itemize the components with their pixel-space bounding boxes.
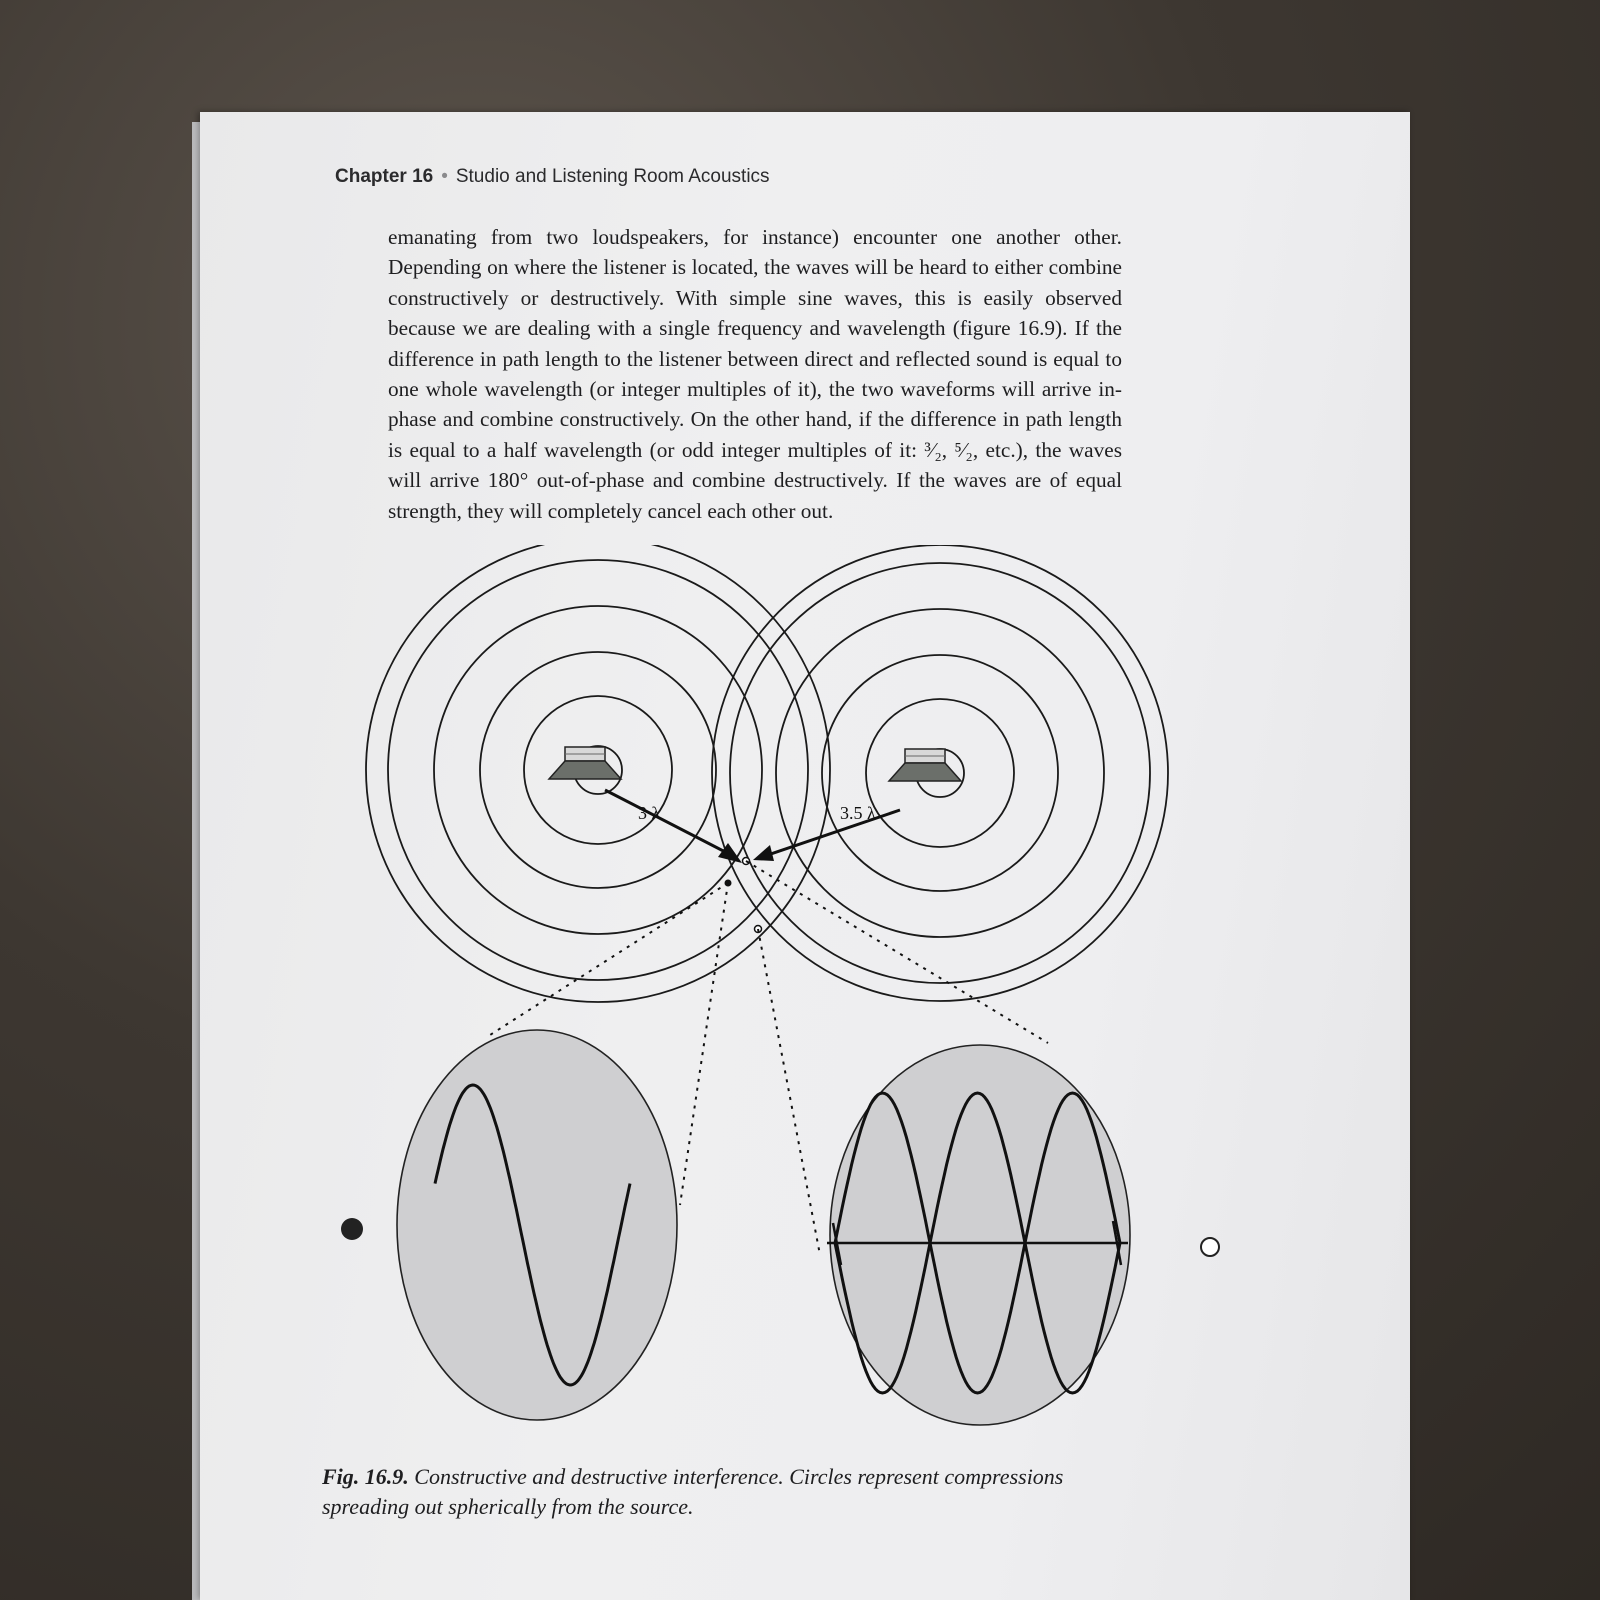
left-path-label: 3 λ	[638, 803, 661, 823]
destructive-symbol-hollow-dot	[1201, 1238, 1219, 1256]
left-path-arrow	[605, 790, 735, 857]
dotted-line-left-inner	[680, 883, 728, 1205]
body-paragraph: emanating from two loudspeakers, for instance) encounter one another other. Depending on where the listener is located, the waves will be heard to either combine constructively or destructively. With simple sine waves, this is easily observed because we are dealing with a single frequency and wavelength (figure 16.9). If the difference in path length to the listener between direct and reflected sound is equal to one whole wavelength (or integer multiples of it), the two waveforms will arrive in-phase and combine constructively. On the other hand, if the difference in path length is equal to a half wavelength (or odd integer multiples of it: ³⁄₂, ⁵⁄₂, etc.), the waves will arrive 180° out-of-phase and combine destructively. If the waves are of equal strength, they will completely cancel each other out.	[388, 225, 1122, 523]
right-arrowhead	[753, 845, 774, 861]
right-loudspeaker-icon	[889, 749, 961, 781]
left-loudspeaker-icon	[549, 747, 621, 779]
figure-label: Fig. 16.9.	[322, 1464, 409, 1489]
figure-caption	[322, 1462, 1122, 1522]
constructive-ellipse	[397, 1030, 677, 1420]
header-separator: •	[441, 166, 448, 187]
interference-figure	[330, 545, 1230, 1465]
running-header	[335, 166, 770, 188]
body-text	[388, 222, 1122, 526]
caption-text: Constructive and destructive interference. Circles represent compressions spreading out spherically from the source.	[322, 1464, 1064, 1519]
constructive-symbol-filled-dot	[341, 1218, 363, 1240]
left-arrowhead	[718, 843, 742, 863]
dotted-line-right-outer	[746, 861, 1048, 1043]
dotted-line-right-inner	[758, 929, 820, 1255]
dotted-line-left-outer	[490, 883, 728, 1035]
destructive-ellipse	[830, 1045, 1130, 1425]
chapter-title: Studio and Listening Room Acoustics	[455, 166, 770, 187]
chapter-number: Chapter 16	[335, 166, 434, 187]
right-path-label: 3.5 λ	[840, 803, 876, 823]
